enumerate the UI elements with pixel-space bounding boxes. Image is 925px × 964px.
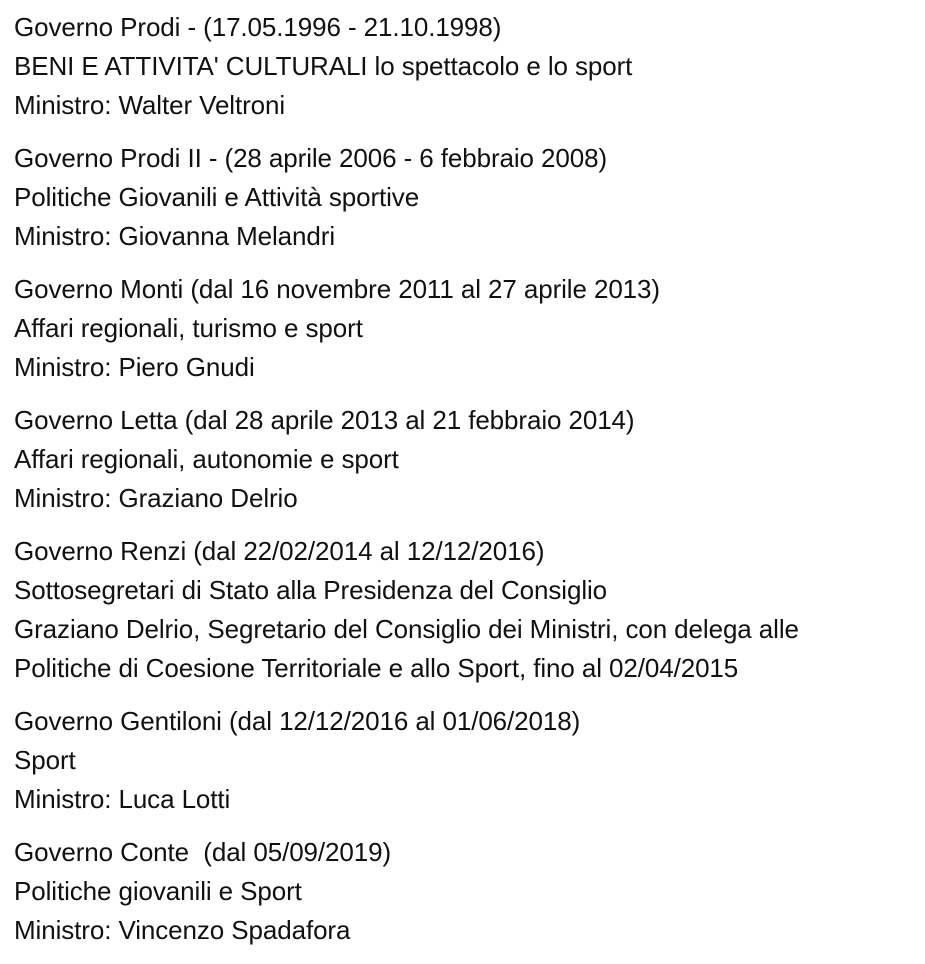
entry-gentiloni (14, 702, 919, 819)
entry-monti (14, 270, 919, 387)
entry-conte (14, 833, 919, 950)
entry-title: Governo Prodi II - (28 aprile 2006 - 6 febbraio 2008) (14, 143, 608, 173)
entry-ministry: Affari regionali, autonomie e sport (14, 444, 399, 474)
entry-ministry: Sport (14, 745, 76, 775)
entry-ministry: Affari regionali, turismo e sport (14, 313, 363, 343)
entry-ministry: Politiche Giovanili e Attività sportive (14, 182, 420, 212)
entry-ministry: BENI E ATTIVITA' CULTURALI lo spettacolo e lo sport (14, 51, 633, 81)
entry-letta (14, 401, 919, 518)
government-list (14, 8, 919, 964)
entry-title: Governo Gentiloni (dal 12/12/2016 al 01/06/2018) (14, 706, 581, 736)
entry-renzi (14, 532, 919, 688)
entry-minister: Ministro: Giovanna Melandri (14, 221, 335, 251)
entry-minister: Ministro: Graziano Delrio (14, 483, 298, 513)
entry-title: Governo Conte (dal 05/09/2019) (14, 837, 392, 867)
entry-title: Governo Monti (dal 16 novembre 2011 al 27 aprile 2013) (14, 274, 660, 304)
entry-title: Governo Letta (dal 28 aprile 2013 al 21 febbraio 2014) (14, 405, 635, 435)
entry-title: Governo Renzi (dal 22/02/2014 al 12/12/2016) (14, 536, 545, 566)
entry-ministry: Politiche giovanili e Sport (14, 876, 302, 906)
entry-prodi (14, 8, 919, 125)
entry-minister: Ministro: Vincenzo Spadafora (14, 915, 351, 945)
entry-prodi-ii (14, 139, 919, 256)
entry-title: Governo Prodi - (17.05.1996 - 21.10.1998) (14, 12, 502, 42)
entry-delegate-continued: Politiche di Coesione Territoriale e allo Sport, fino al 02/04/2015 (14, 653, 739, 683)
entry-minister: Ministro: Piero Gnudi (14, 352, 255, 382)
entry-role: Sottosegretari di Stato alla Presidenza del Consiglio (14, 575, 608, 605)
entry-delegate: Graziano Delrio, Segretario del Consiglio dei Ministri, con delega alle (14, 614, 799, 644)
entry-minister: Ministro: Luca Lotti (14, 784, 231, 814)
entry-minister: Ministro: Walter Veltroni (14, 90, 286, 120)
